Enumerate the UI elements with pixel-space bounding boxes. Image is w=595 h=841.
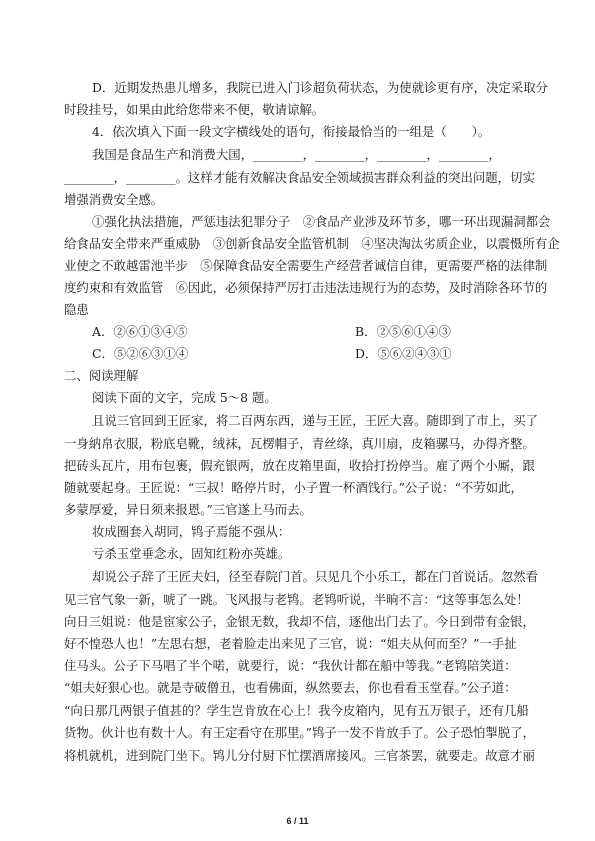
choice-a: A．②⑥①③④⑤ xyxy=(92,324,188,339)
story-line-7: 见三官气象一新，唬了一跳。飞风报与老鸨。老鸨听说，半晌不言：“这等事怎么处！ xyxy=(64,592,529,607)
story-line-9: 好不惶恐人也！”左思右想，老着脸走出来见了三官，说：“姐夫从何而至？”一手扯 xyxy=(64,636,517,651)
story-line-2: 一身納帛衣服，粉底皂靴，绒袜，瓦楞帽子，青丝绦，真川扇，皮箱骡马，办得齐整。 xyxy=(64,436,535,451)
choice-b: B．②⑤⑥①④③ xyxy=(355,324,451,339)
story-line-11: “姐夫好狠心也。就是寺破僧丑，也看佛面，纵然要去，你也看看玉堂春。”公子道： xyxy=(64,680,517,695)
section-heading: 二、阅读理解 xyxy=(64,368,139,383)
q4-sentences-line-5: 隐患 xyxy=(64,302,89,317)
story-line-14: 将机就机，进到院门坐下。鸨儿分付厨下忙摆酒席接风。三官茶罢，就要走。故意才丽 xyxy=(64,748,535,763)
choice-d: D．⑤⑥②④③① xyxy=(355,346,452,361)
story-line-6: 却说公子辞了王匠夫妇，径至春院门首。只见几个小乐工，都在门首说话。忽然看 xyxy=(92,569,539,584)
story-line-3: 把砖头瓦片，用布包裹，假充银两，放在皮箱里面，收拾打扮停当。雇了两个小厮，跟 xyxy=(64,458,535,473)
option-d-line-2: 时段挂号，如果由此给您带来不便，敬请谅解。 xyxy=(64,102,325,117)
choice-c: C．⑤②⑥③①④ xyxy=(92,346,189,361)
question-4: 4．依次填入下面一段文字横线处的语句，衔接最恰当的一组是（ ）。 xyxy=(92,124,491,139)
q4-sentences-line-4: 度约束和有效监管 ⑥因此，必须保持严厉打击违法违规行为的态势，及时消除各环节的 xyxy=(64,280,548,295)
poem-line-2: 亏杀玉堂垂念永，固知红粉亦英雄。 xyxy=(92,546,291,561)
q4-passage-line-1: 我国是食品生产和消费大国，________，________，________，________， xyxy=(92,147,501,162)
reading-instruction: 阅读下面的文字，完成 5～8 题。 xyxy=(92,390,277,405)
story-line-13: 货物。伙计也有数十人。有王定看守在那里。”鸨子一发不肯放手了。公子恐怕掣脱了， xyxy=(64,725,535,740)
q4-sentences-line-3: 业使之不敢越雷池半步 ⑤保障食品安全需要生产经营者诚信自律，更需要严格的法律制 xyxy=(64,258,548,273)
q4-sentences-line-2: 给食品安全带来严重威胁 ③创新食品安全监管机制 ④坚决淘汰劣质企业，以震慑所有企 xyxy=(64,236,560,251)
page-number: 6 / 11 xyxy=(286,816,309,826)
poem-line-1: 妆成圈套入胡同，鸨子焉能不强从： xyxy=(92,524,291,539)
story-line-8: 向日三姐说：他是宦家公子，金银无数，我却不信，逐他出门去了。今日到带有金银， xyxy=(64,614,535,629)
story-line-12: “向日那几两银子值甚的？学生岂肯放在心上！我今皮箱内，见有五万银子，还有几船 xyxy=(64,703,529,718)
story-line-4: 随就要起身。王匠说：“三叔！略停片时，小子置一杯酒饯行。”公子说：“不劳如此， xyxy=(64,480,523,495)
option-d-line-1: D．近期发热患儿增多，我院已进入门诊超负荷状态，为使就诊更有序，决定采取分 xyxy=(92,80,548,95)
story-line-5: 多蒙厚爱，异日须来报恩。”三官遂上马而去。 xyxy=(64,502,312,517)
q4-passage-line-2: ________，________。这样才能有效解决食品安全领域损害群众利益的突出问题，切实 xyxy=(64,170,535,185)
story-line-10: 住马头。公子下马唱了半个喏，就要行，说：“我伙计都在船中等我。”老鸨陪笑道： xyxy=(64,658,517,673)
story-line-1: 且说三官回到王匠家，将二百两东西，递与王匠，王匠大喜。随即到了市上，买了 xyxy=(92,413,539,428)
q4-passage-line-3: 增强消费安全感。 xyxy=(64,192,164,207)
q4-sentences-line-1: ①强化执法措施，严惩违法犯罪分子 ②食品产业涉及环节多，哪一环出现漏洞都会 xyxy=(92,214,551,229)
